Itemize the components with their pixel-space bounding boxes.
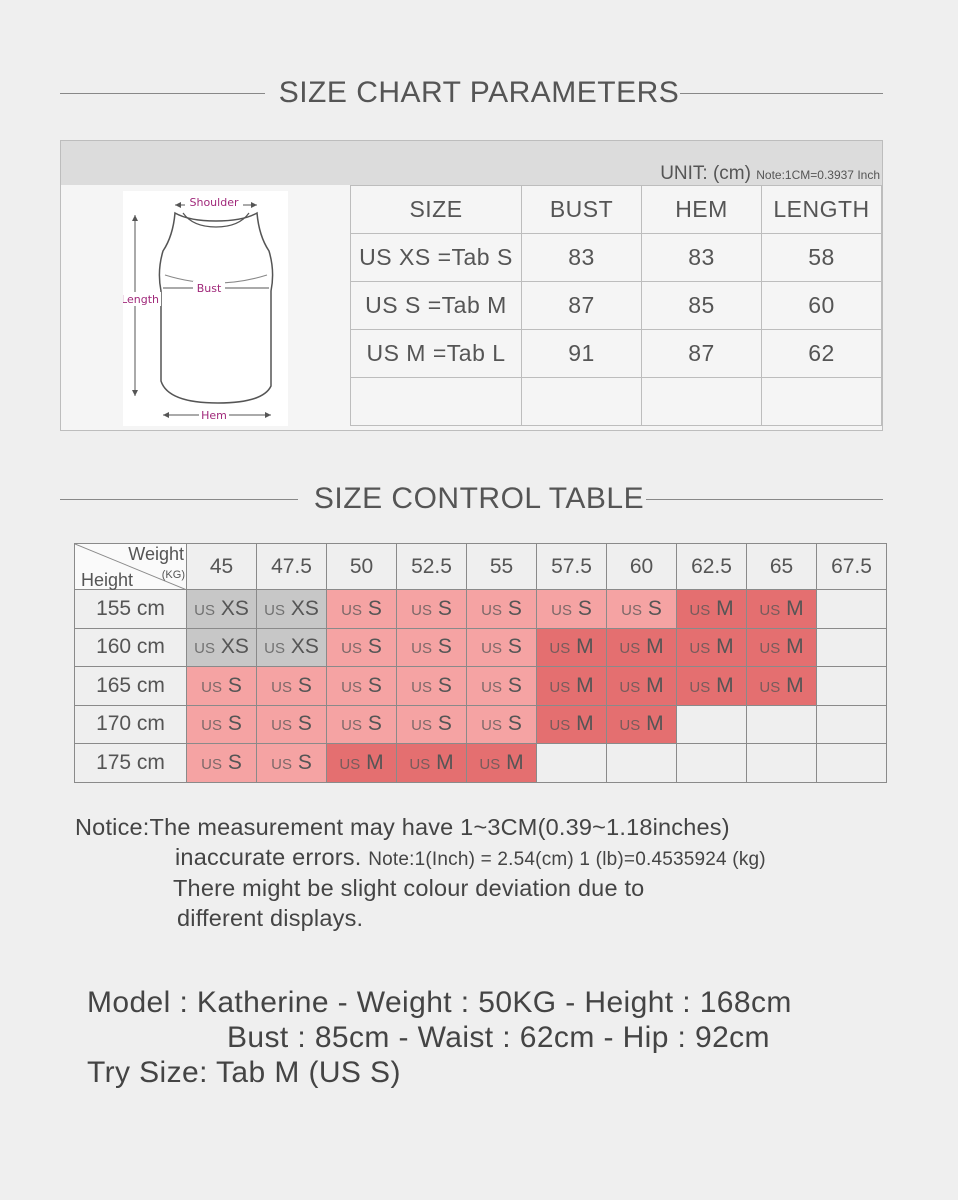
size-value: S xyxy=(507,596,522,620)
size-prefix: US xyxy=(759,601,781,619)
try-size: Try Size: Tab M (US S) xyxy=(87,1056,401,1089)
size-value: M xyxy=(646,673,664,697)
size-prefix: US xyxy=(481,678,502,696)
size-prefix: US xyxy=(551,601,572,619)
control-heading-title: SIZE CONTROL TABLE xyxy=(313,482,645,515)
hem-label: Hem xyxy=(201,409,227,422)
notice-line-2 xyxy=(75,843,766,875)
size-value: S xyxy=(437,712,452,736)
size-cell xyxy=(187,628,257,667)
size-cell xyxy=(327,667,397,706)
size-cell xyxy=(327,590,397,629)
size-cell xyxy=(607,705,677,744)
size-prefix: US xyxy=(621,601,642,619)
size-prefix: US xyxy=(619,678,641,696)
size-cell xyxy=(677,667,747,706)
size-cell xyxy=(607,744,677,783)
weight-header-cell: 60 xyxy=(607,544,677,590)
size-cell xyxy=(467,744,537,783)
height-cell: 170 cm xyxy=(75,705,187,744)
size-prefix: US xyxy=(481,601,502,619)
length-cell: 58 xyxy=(762,234,882,282)
size-prefix: US xyxy=(619,717,641,735)
size-value: S xyxy=(367,712,382,736)
size-cell xyxy=(187,590,257,629)
size-prefix: US xyxy=(549,640,571,658)
bust-cell: 87 xyxy=(522,282,642,330)
size-prefix: US xyxy=(689,640,711,658)
weight-header-cell: 45 xyxy=(187,544,257,590)
size-cell xyxy=(397,590,467,629)
tank-top-diagram xyxy=(123,191,288,426)
size-value: S xyxy=(437,635,452,659)
weight-header-cell: 67.5 xyxy=(817,544,887,590)
size-prefix: US xyxy=(479,755,501,773)
size-prefix: US xyxy=(271,678,292,696)
size-prefix: US xyxy=(201,717,222,735)
size-cell xyxy=(677,628,747,667)
table-row xyxy=(75,667,887,706)
length-cell: 60 xyxy=(762,282,882,330)
size-value: XS xyxy=(220,596,249,620)
table-row xyxy=(351,378,882,426)
size-prefix: US xyxy=(341,717,362,735)
size-prefix: US xyxy=(264,601,285,619)
size-parameters-table xyxy=(350,185,882,426)
size-value: S xyxy=(507,673,522,697)
size-prefix: US xyxy=(194,640,215,658)
size-prefix: US xyxy=(271,755,292,773)
size-cell xyxy=(817,705,887,744)
bust-cell: 83 xyxy=(522,234,642,282)
size-cell xyxy=(747,705,817,744)
size-value: M xyxy=(716,673,734,697)
size-cell xyxy=(537,590,607,629)
table-header-row xyxy=(75,544,887,590)
table-header-row xyxy=(351,186,882,234)
size-value: S xyxy=(297,750,312,774)
size-cell xyxy=(817,744,887,783)
height-cell: 155 cm xyxy=(75,590,187,629)
size-value: S xyxy=(297,673,312,697)
size-prefix: US xyxy=(341,601,362,619)
size-value: S xyxy=(367,596,382,620)
weight-header-cell: 65 xyxy=(747,544,817,590)
weight-header-cell: 47.5 xyxy=(257,544,327,590)
hem-cell: 83 xyxy=(642,234,762,282)
size-prefix: US xyxy=(759,678,781,696)
size-cell xyxy=(257,667,327,706)
hem-cell: 87 xyxy=(642,330,762,378)
size-cell xyxy=(467,705,537,744)
size-cell xyxy=(817,628,887,667)
size-value: M xyxy=(366,750,384,774)
size-prefix: US xyxy=(549,678,571,696)
size-value: M xyxy=(716,635,734,659)
size-cell xyxy=(327,628,397,667)
size-value: XS xyxy=(290,635,319,659)
size-cell xyxy=(327,744,397,783)
size-prefix: US xyxy=(341,640,362,658)
size-value: S xyxy=(297,712,312,736)
size-value: S xyxy=(437,673,452,697)
size-prefix: US xyxy=(481,717,502,735)
header-size: SIZE xyxy=(351,186,522,234)
size-value: M xyxy=(436,750,454,774)
size-prefix: US xyxy=(411,717,432,735)
size-value: M xyxy=(576,712,594,736)
size-cell xyxy=(537,667,607,706)
size-cell: US XS =Tab S xyxy=(351,234,522,282)
table-row xyxy=(75,590,887,629)
size-value: M xyxy=(716,596,734,620)
unit-note: Note:1CM=0.3937 Inch xyxy=(756,168,880,182)
model-info xyxy=(87,985,792,1090)
bust-label: Bust xyxy=(196,282,222,295)
size-cell xyxy=(467,590,537,629)
size-prefix: US xyxy=(481,640,502,658)
length-label: Length xyxy=(123,293,159,306)
table-row xyxy=(351,330,882,378)
table-row xyxy=(351,282,882,330)
size-value: S xyxy=(577,596,592,620)
size-cell xyxy=(257,705,327,744)
size-cell xyxy=(327,705,397,744)
size-cell xyxy=(187,667,257,706)
size-chart-panel xyxy=(60,140,883,431)
diagonal-divider xyxy=(75,544,187,590)
size-prefix: US xyxy=(411,678,432,696)
size-cell xyxy=(747,667,817,706)
size-prefix: US xyxy=(759,640,781,658)
weight-header-cell: 52.5 xyxy=(397,544,467,590)
size-control-table xyxy=(74,543,887,783)
size-prefix: US xyxy=(619,640,641,658)
length-cell xyxy=(762,378,882,426)
notice-line: There might be slight colour deviation due to xyxy=(173,875,645,901)
size-value: XS xyxy=(290,596,319,620)
shoulder-label: Shoulder xyxy=(189,196,239,209)
params-heading-title: SIZE CHART PARAMETERS xyxy=(278,76,680,109)
weight-unit: (KG) xyxy=(161,569,185,581)
size-cell xyxy=(467,667,537,706)
size-cell xyxy=(537,628,607,667)
size-cell xyxy=(257,744,327,783)
size-cell xyxy=(187,705,257,744)
header-hem: HEM xyxy=(642,186,762,234)
size-cell xyxy=(187,744,257,783)
size-cell xyxy=(257,628,327,667)
model-measurements: Bust : 85cm - Waist : 62cm - Hip : 92cm xyxy=(227,1021,770,1054)
weight-header-cell: 55 xyxy=(467,544,537,590)
size-prefix: US xyxy=(689,601,711,619)
unit-bar xyxy=(61,141,882,185)
size-value: S xyxy=(437,596,452,620)
size-prefix: US xyxy=(339,755,361,773)
size-cell xyxy=(817,590,887,629)
size-value: S xyxy=(367,673,382,697)
size-cell xyxy=(397,628,467,667)
bust-cell: 91 xyxy=(522,330,642,378)
height-cell: 160 cm xyxy=(75,628,187,667)
size-cell xyxy=(607,667,677,706)
size-prefix: US xyxy=(201,678,222,696)
length-cell: 62 xyxy=(762,330,882,378)
size-cell xyxy=(607,590,677,629)
notice-line: different displays. xyxy=(177,904,364,931)
size-prefix: US xyxy=(271,717,292,735)
size-value: S xyxy=(507,635,522,659)
size-value: XS xyxy=(220,635,249,659)
unit-text xyxy=(660,163,880,185)
size-cell xyxy=(257,590,327,629)
weight-header-cell: 62.5 xyxy=(677,544,747,590)
model-line: Model : Katherine - Weight : 50KG - Height : 168cm xyxy=(87,986,792,1019)
size-value: S xyxy=(227,712,242,736)
size-prefix: US xyxy=(341,678,362,696)
tank-top-icon xyxy=(123,191,288,426)
size-value: S xyxy=(647,596,662,620)
size-cell xyxy=(817,667,887,706)
size-cell xyxy=(747,628,817,667)
height-label: Height xyxy=(81,570,134,590)
params-heading xyxy=(0,73,958,113)
size-prefix: US xyxy=(689,678,711,696)
size-prefix: US xyxy=(194,601,215,619)
weight-header-cell: 57.5 xyxy=(537,544,607,590)
size-cell xyxy=(677,705,747,744)
unit-label: UNIT: (cm) xyxy=(660,163,751,184)
size-cell xyxy=(397,744,467,783)
size-prefix: US xyxy=(411,640,432,658)
size-value: M xyxy=(786,596,804,620)
size-cell xyxy=(467,628,537,667)
table-row xyxy=(75,705,887,744)
size-prefix: US xyxy=(549,717,571,735)
size-prefix: US xyxy=(264,640,285,658)
size-cell xyxy=(537,744,607,783)
size-value: M xyxy=(506,750,524,774)
size-prefix: US xyxy=(411,601,432,619)
height-cell: 165 cm xyxy=(75,667,187,706)
size-cell: US S =Tab M xyxy=(351,282,522,330)
size-value: M xyxy=(786,673,804,697)
hem-cell xyxy=(642,378,762,426)
size-cell xyxy=(607,628,677,667)
size-cell xyxy=(537,705,607,744)
bust-cell xyxy=(522,378,642,426)
size-value: M xyxy=(646,712,664,736)
header-bust: BUST xyxy=(522,186,642,234)
size-cell: US M =Tab L xyxy=(351,330,522,378)
size-cell xyxy=(351,378,522,426)
size-prefix: US xyxy=(201,755,222,773)
table-row xyxy=(75,628,887,667)
size-cell xyxy=(747,744,817,783)
hem-cell: 85 xyxy=(642,282,762,330)
table-row xyxy=(75,744,887,783)
height-cell: 175 cm xyxy=(75,744,187,783)
size-cell xyxy=(677,590,747,629)
weight-label: Weight xyxy=(128,544,184,564)
size-prefix: US xyxy=(409,755,431,773)
notice-errors: inaccurate errors. xyxy=(175,843,362,870)
header-length: LENGTH xyxy=(762,186,882,234)
size-value: S xyxy=(227,750,242,774)
control-heading xyxy=(0,479,958,519)
size-cell xyxy=(747,590,817,629)
corner-cell xyxy=(75,544,187,590)
table-row xyxy=(351,234,882,282)
size-value: S xyxy=(227,673,242,697)
size-value: M xyxy=(576,673,594,697)
size-cell xyxy=(677,744,747,783)
notice-line: Notice:The measurement may have 1~3CM(0.39~1.18inches) xyxy=(75,814,730,840)
size-value: S xyxy=(507,712,522,736)
size-value: M xyxy=(576,635,594,659)
size-cell xyxy=(397,705,467,744)
notice-text xyxy=(75,813,766,933)
size-value: S xyxy=(367,635,382,659)
weight-header-cell: 50 xyxy=(327,544,397,590)
notice-conversion: Note:1(Inch) = 2.54(cm) 1 (lb)=0.4535924 (kg) xyxy=(368,848,766,870)
size-value: M xyxy=(786,635,804,659)
size-cell xyxy=(397,667,467,706)
size-value: M xyxy=(646,635,664,659)
